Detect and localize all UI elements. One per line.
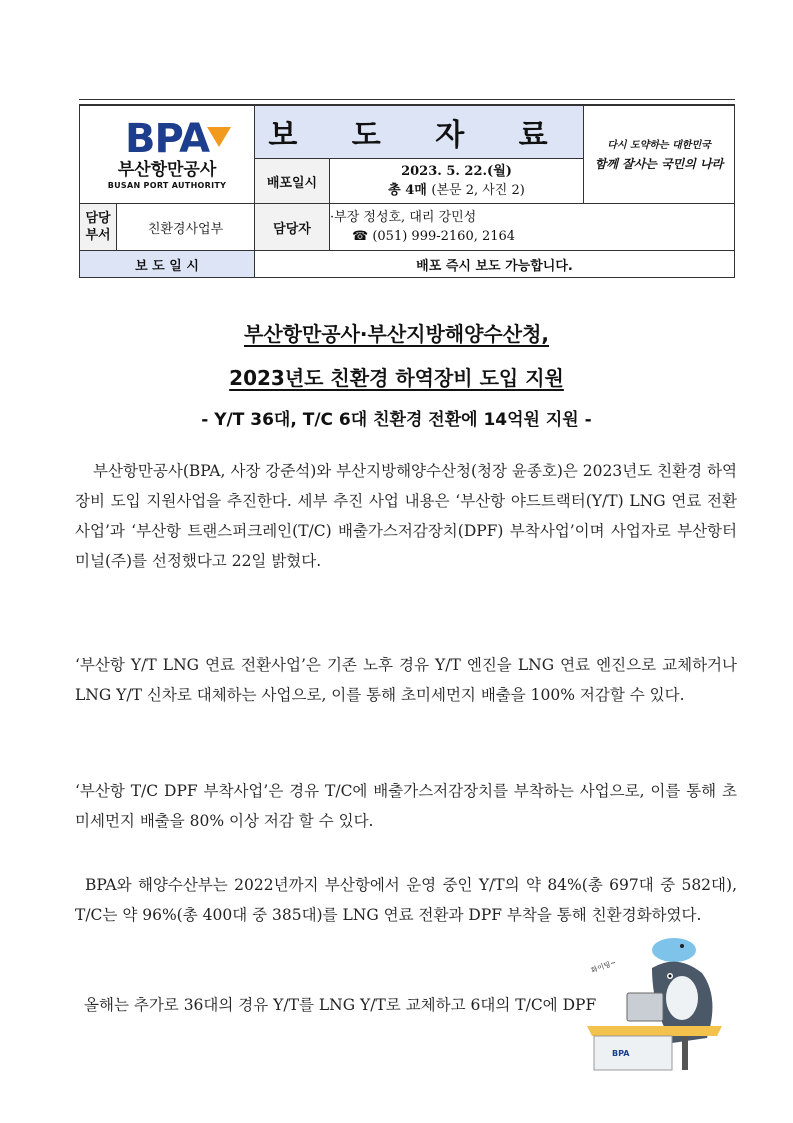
release-value: 배포 즉시 보도 가능합니다. — [255, 251, 735, 278]
contact-label: 담당자 — [255, 204, 330, 251]
contact-names: ·부장 정성호, 대리 강민성 — [330, 210, 477, 225]
slogan-line-1: 다시 도약하는 대한민국 — [607, 139, 711, 151]
doc-type-title: 보 도 자 료 — [255, 106, 584, 159]
contact-info — [330, 204, 735, 251]
phone-icon: ☎ — [352, 229, 369, 244]
page-detail: (본문 2, 사진 2) — [431, 183, 525, 198]
desk-label: BPA — [612, 1049, 630, 1058]
logo-triangle-icon — [207, 127, 231, 147]
dept-value: 친환경사업부 — [147, 221, 224, 237]
body-paragraph-1: 부산항만공사(BPA, 사장 강준석)와 부산지방해양수산청(청장 윤종호)은 2023년도 친환경 하역장비 도입 지원사업을 추진한다. 세부 추진 사업 내용은 ‘부산항 야드트랙터(Y/T) LNG 연료 전환사업’과 ‘부산항 트랜스퍼크레인(T/C) 배출가스저감장치(DPF) 부착사업’이며 사업자로 부산항터미널(주)를 선정했다고 22일 밝혔다. — [75, 462, 737, 570]
distribution-date: 2023. 5. 22.(월) — [401, 164, 512, 179]
logo-mark-text: BPA — [124, 116, 210, 162]
small-dolphin-icon — [652, 938, 696, 962]
laptop-icon — [627, 993, 663, 1021]
release-label: 보 도 일 시 — [80, 251, 255, 278]
mascot-speech: 화이팅~ — [589, 958, 618, 975]
dolphin-mascot-illustration — [582, 928, 732, 1078]
body-paragraph-2: ‘부산항 Y/T LNG 연료 전환사업’은 기존 노후 경유 Y/T 엔진을 LNG 연료 엔진으로 교체하거나 LNG Y/T 신차로 대체하는 사업으로, 이를 통해 초미세먼지 배출을 100% 저감할 수 있다. — [75, 656, 737, 704]
dept-label: 담당 부서 — [80, 204, 117, 250]
headline-subtitle: - Y/T 36대, T/C 6대 친환경 전환에 14억원 지원 - — [201, 410, 592, 430]
org-name-en: BUSAN PORT AUTHORITY — [107, 181, 227, 190]
logo-cell — [80, 106, 255, 204]
press-release-header — [79, 99, 735, 285]
org-name-ko: 부산항만공사 — [117, 160, 217, 180]
header-table — [79, 105, 735, 278]
body-paragraph-3: ‘부산항 T/C DPF 부착사업’은 경유 T/C에 배출가스저감장치를 부착하는 사업으로, 이를 통해 초미세먼지 배출을 80% 이상 저감 할 수 있다. — [75, 782, 737, 830]
contact-phone: (051) 999-2160, 2164 — [372, 229, 516, 244]
slogan-line-2: 함께 잘사는 국민의 나라 — [594, 156, 724, 171]
headline-line-2: 2023년도 친환경 하역장비 도입 지원 — [229, 366, 564, 390]
slogan — [584, 106, 735, 204]
distribution-info — [330, 159, 584, 204]
distribution-label: 배포일시 — [255, 159, 330, 204]
desk-top — [587, 1026, 722, 1036]
page-count: 총 4매 — [388, 183, 427, 198]
body-paragraph-4: BPA와 해양수산부는 2022년까지 부산항에서 운영 중인 Y/T의 약 84%(총 697대 중 582대), T/C는 약 96%(총 400대 중 385대)를 LNG 연료 전환과 DPF 부착을 통해 친환경화하였다. — [75, 876, 737, 924]
body-paragraph-5: 올해는 추가로 36대의 경유 Y/T를 LNG Y/T로 교체하고 6대의 T/C에 DPF — [84, 996, 597, 1014]
dept-row — [80, 204, 255, 251]
headline-line-1: 부산항만공사·부산지방해양수산청, — [244, 322, 549, 346]
bpa-logo — [97, 116, 237, 190]
